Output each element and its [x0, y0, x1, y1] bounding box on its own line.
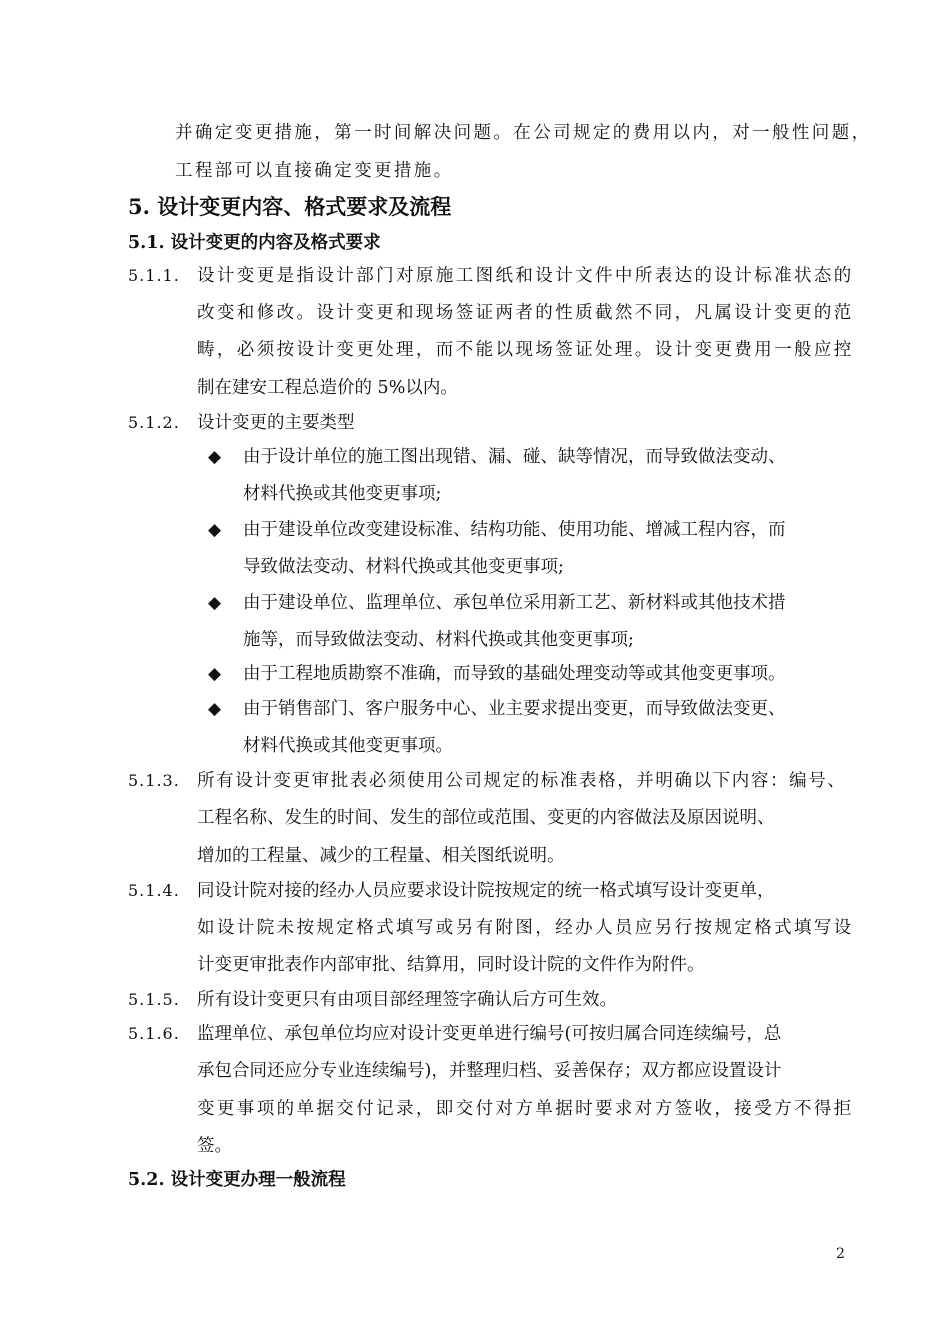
item-text-line: 所有设计变更审批表必须使用公司规定的标准表格，并明确以下内容：编号、: [197, 771, 847, 791]
paragraph-line: 工程部可以直接确定变更措施。: [175, 161, 454, 181]
item-text-line: 监理单位、承包单位均应对设计变更单进行编号(可按归属合同连续编号，总: [197, 1024, 782, 1044]
bullet-text-line: 由于建设单位、监理单位、承包单位采用新工艺、新材料或其他技术措: [243, 593, 786, 613]
bullet-text-line: 导致做法变动、材料代换或其他变更事项;: [243, 557, 564, 577]
bullet-text-line: 材料代换或其他变更事项;: [243, 484, 442, 504]
item-text-line: 设计变更是指设计部门对原施工图纸和设计文件中所表达的设计标准状态的: [197, 266, 854, 286]
item-text-line: 承包合同还应分专业连续编号)，并整理归档、妥善保存；双方都应设置设计: [197, 1061, 782, 1081]
item-text-line: 制在建安工程总造价的 5%以内。: [197, 378, 458, 398]
section-heading: 5. 设计变更内容、格式要求及流程: [128, 194, 452, 219]
diamond-bullet-icon: ◆: [208, 520, 222, 540]
paragraph-line: 并确定变更措施，第一时间解决问题。在公司规定的费用以内，对一般性问题，: [175, 123, 872, 143]
diamond-bullet-icon: ◆: [208, 699, 222, 719]
bullet-text-line: 施等，而导致做法变动、材料代换或其他变更事项;: [243, 630, 634, 650]
item-text-line: 改变和修改。设计变更和现场签证两者的性质截然不同，凡属设计变更的范: [197, 303, 854, 323]
item-number: 5.1.5.: [128, 990, 180, 1009]
item-number: 5.1.2.: [128, 413, 180, 432]
item-text-line: 设计变更的主要类型: [197, 413, 355, 433]
item-text-line: 畴，必须按设计变更处理，而不能以现场签证处理。设计变更费用一般应控: [197, 340, 854, 360]
item-number: 5.1.3.: [128, 771, 180, 790]
bullet-text-line: 由于工程地质勘察不准确，而导致的基础处理变动等或其他变更事项。: [243, 664, 786, 684]
bullet-text-line: 材料代换或其他变更事项。: [243, 736, 453, 756]
item-text-line: 计变更审批表作内部审批、结算用，同时设计院的文件作为附件。: [197, 955, 705, 975]
diamond-bullet-icon: ◆: [208, 447, 222, 467]
subsection-heading: 5.1. 设计变更的内容及格式要求: [128, 233, 381, 253]
item-text-line: 变更事项的单据交付记录，即交付对方单据时要求对方签收，接受方不得拒: [197, 1099, 854, 1119]
diamond-bullet-icon: ◆: [208, 664, 222, 684]
item-number: 5.1.6.: [128, 1024, 180, 1043]
bullet-text-line: 由于销售部门、客户服务中心、业主要求提出变更，而导致做法变更、: [243, 699, 786, 719]
item-text-line: 如设计院未按规定格式填写或另有附图，经办人员应另行按规定格式填写设: [197, 918, 854, 938]
item-number: 5.1.1.: [128, 266, 180, 285]
diamond-bullet-icon: ◆: [208, 593, 222, 613]
item-text-line: 签。: [197, 1136, 232, 1156]
item-number: 5.1.4.: [128, 881, 180, 900]
item-text-line: 同设计院对接的经办人员应要求设计院按规定的统一格式填写设计变更单，: [197, 881, 775, 901]
bullet-text-line: 由于设计单位的施工图出现错、漏、碰、缺等情况，而导致做法变动、: [243, 447, 786, 467]
page-number: 2: [836, 1246, 845, 1262]
item-text-line: 工程名称、发生的时间、发生的部位或范围、变更的内容做法及原因说明、: [197, 808, 775, 828]
bullet-text-line: 由于建设单位改变建设标准、结构功能、使用功能、增减工程内容，而: [243, 520, 786, 540]
subsection-heading: 5.2. 设计变更办理一般流程: [128, 1170, 346, 1190]
item-text-line: 所有设计变更只有由项目部经理签字确认后方可生效。: [197, 990, 617, 1010]
item-text-line: 增加的工程量、减少的工程量、相关图纸说明。: [197, 846, 565, 866]
